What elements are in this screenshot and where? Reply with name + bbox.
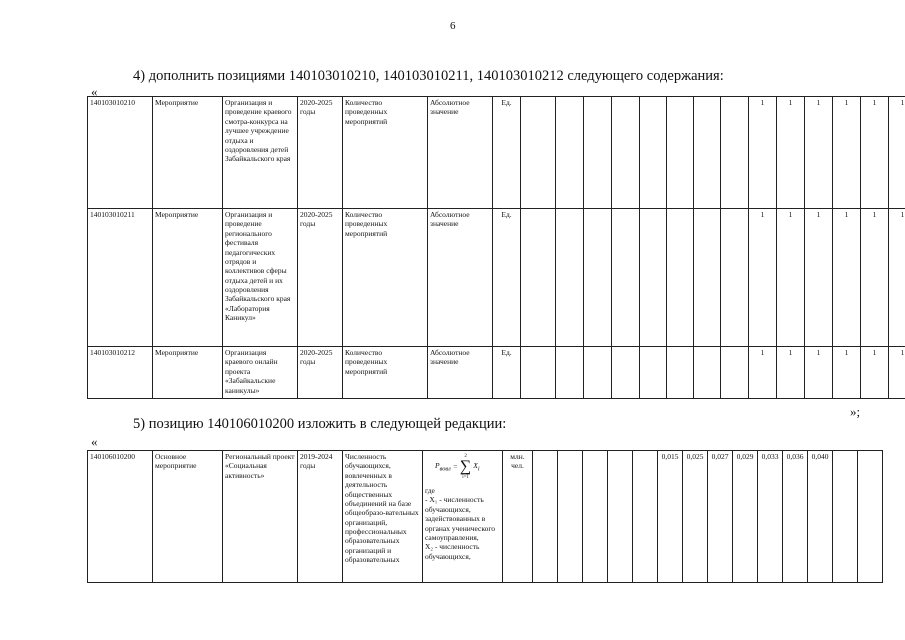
value-cell bbox=[833, 451, 858, 583]
unit-cell: млн. чел. bbox=[503, 451, 533, 583]
value-cell bbox=[556, 209, 584, 347]
value-cell: 1 bbox=[749, 347, 777, 399]
value-cell bbox=[556, 97, 584, 209]
item4-open-quote: « bbox=[91, 84, 98, 99]
value-cell: 1 bbox=[749, 209, 777, 347]
code-cell: 140106010200 bbox=[88, 451, 153, 583]
value-cell: 1 bbox=[805, 209, 833, 347]
value-cell: 1 bbox=[889, 347, 905, 399]
method-cell: Абсолютное значение bbox=[428, 209, 493, 347]
type-cell: Мероприятие bbox=[153, 97, 223, 209]
value-cell bbox=[583, 451, 608, 583]
value-cell bbox=[640, 347, 667, 399]
type-cell: Мероприятие bbox=[153, 209, 223, 347]
code-cell: 140103010212 bbox=[88, 347, 153, 399]
value-cell bbox=[612, 209, 640, 347]
value-cell bbox=[721, 97, 749, 209]
value-cell bbox=[608, 451, 633, 583]
value-cell: 1 bbox=[833, 209, 861, 347]
value-cell bbox=[612, 97, 640, 209]
value-cell: 1 bbox=[833, 97, 861, 209]
value-cell: 1 bbox=[861, 347, 889, 399]
method-cell: Абсолютное значение bbox=[428, 97, 493, 209]
value-cell bbox=[584, 97, 612, 209]
unit-cell: Ед. bbox=[493, 97, 521, 209]
name-cell: Организация и проведение краевого смотра-конкурса на лучшее учреждение отдыха и оздоровления детей Забайкальского края bbox=[223, 97, 298, 209]
value-cell: 0,025 bbox=[683, 451, 708, 583]
item5-open-quote: « bbox=[91, 434, 98, 449]
value-cell: 1 bbox=[861, 97, 889, 209]
name-cell: Организация краевого онлайн проекта «Забайкальские каникулы» bbox=[223, 347, 298, 399]
name-cell: Региональный проект «Социальная активность» bbox=[223, 451, 298, 583]
value-cell: 1 bbox=[833, 347, 861, 399]
value-cell bbox=[584, 209, 612, 347]
indicator-cell: Численность обучающихся, вовлеченных в деятельность общественных объединений на базе общеобразо-вательных организаций, профессиональных образовательных организаций и образовательных bbox=[343, 451, 423, 583]
value-cell bbox=[694, 209, 721, 347]
value-cell bbox=[721, 347, 749, 399]
table-row bbox=[88, 451, 883, 583]
value-cell bbox=[556, 347, 584, 399]
value-cell bbox=[721, 209, 749, 347]
item5-heading: 5) позицию 140106010200 изложить в следующей редакции: bbox=[133, 416, 507, 432]
unit-cell: Ед. bbox=[493, 347, 521, 399]
period-cell: 2020-2025 годы bbox=[298, 209, 343, 347]
item4-table bbox=[87, 96, 905, 399]
value-cell: 0,015 bbox=[658, 451, 683, 583]
value-cell bbox=[533, 451, 558, 583]
name-cell: Организация и проведение регионального фестиваля педагогических отрядов и коллективов сферы отдыха детей и их оздоровления Забайкальского края «Лаборатория Каникул» bbox=[223, 209, 298, 347]
item4-close-quote: »; bbox=[850, 404, 861, 419]
value-cell bbox=[667, 347, 694, 399]
value-cell: 1 bbox=[805, 97, 833, 209]
value-cell: 1 bbox=[805, 347, 833, 399]
value-cell bbox=[521, 97, 556, 209]
value-cell: 1 bbox=[749, 97, 777, 209]
value-cell: 0,027 bbox=[708, 451, 733, 583]
value-cell bbox=[858, 451, 883, 583]
value-cell: 1 bbox=[777, 209, 805, 347]
item5-table bbox=[87, 450, 883, 583]
page-number: 6 bbox=[450, 20, 456, 32]
period-cell: 2020-2025 годы bbox=[298, 347, 343, 399]
method-cell: Абсолютное значение bbox=[428, 347, 493, 399]
value-cell: 1 bbox=[889, 97, 905, 209]
value-cell: 1 bbox=[889, 209, 905, 347]
item4-heading: 4) дополнить позициями 140103010210, 140103010211, 140103010212 следующего содержания: bbox=[133, 68, 724, 84]
value-cell bbox=[640, 97, 667, 209]
value-cell: 1 bbox=[861, 209, 889, 347]
value-cell bbox=[521, 209, 556, 347]
value-cell: 0,040 bbox=[808, 451, 833, 583]
type-cell: Основное мероприятие bbox=[153, 451, 223, 583]
value-cell: 0,036 bbox=[783, 451, 808, 583]
sum-formula: $P_{вовл}$ = 2 ∑ i=1 $X_i$ bbox=[435, 454, 480, 480]
method-formula-cell: $P_{вовл}$ = 2 ∑ i=1 $X_i$ где - X₁ - численность обучающихся, задействованных в органах ученического самоуправления, X₂ - численность обучающихся, bbox=[423, 451, 503, 583]
value-cell bbox=[667, 97, 694, 209]
value-cell: 1 bbox=[777, 347, 805, 399]
unit-cell: Ед. bbox=[493, 209, 521, 347]
table-row bbox=[88, 97, 905, 209]
indicator-cell: Количество проведенных мероприятий bbox=[343, 97, 428, 209]
value-cell: 1 bbox=[777, 97, 805, 209]
period-cell: 2020-2025 годы bbox=[298, 97, 343, 209]
value-cell bbox=[584, 347, 612, 399]
value-cell: 0,029 bbox=[733, 451, 758, 583]
value-cell: 0,033 bbox=[758, 451, 783, 583]
value-cell bbox=[694, 347, 721, 399]
table-row bbox=[88, 347, 905, 399]
value-cell bbox=[633, 451, 658, 583]
value-cell bbox=[558, 451, 583, 583]
code-cell: 140103010210 bbox=[88, 97, 153, 209]
value-cell bbox=[694, 97, 721, 209]
value-cell bbox=[521, 347, 556, 399]
table-row bbox=[88, 209, 905, 347]
value-cell bbox=[640, 209, 667, 347]
period-cell: 2019-2024 годы bbox=[298, 451, 343, 583]
code-cell: 140103010211 bbox=[88, 209, 153, 347]
type-cell: Мероприятие bbox=[153, 347, 223, 399]
indicator-cell: Количество проведенных мероприятий bbox=[343, 209, 428, 347]
indicator-cell: Количество проведенных мероприятий bbox=[343, 347, 428, 399]
value-cell bbox=[667, 209, 694, 347]
value-cell bbox=[612, 347, 640, 399]
